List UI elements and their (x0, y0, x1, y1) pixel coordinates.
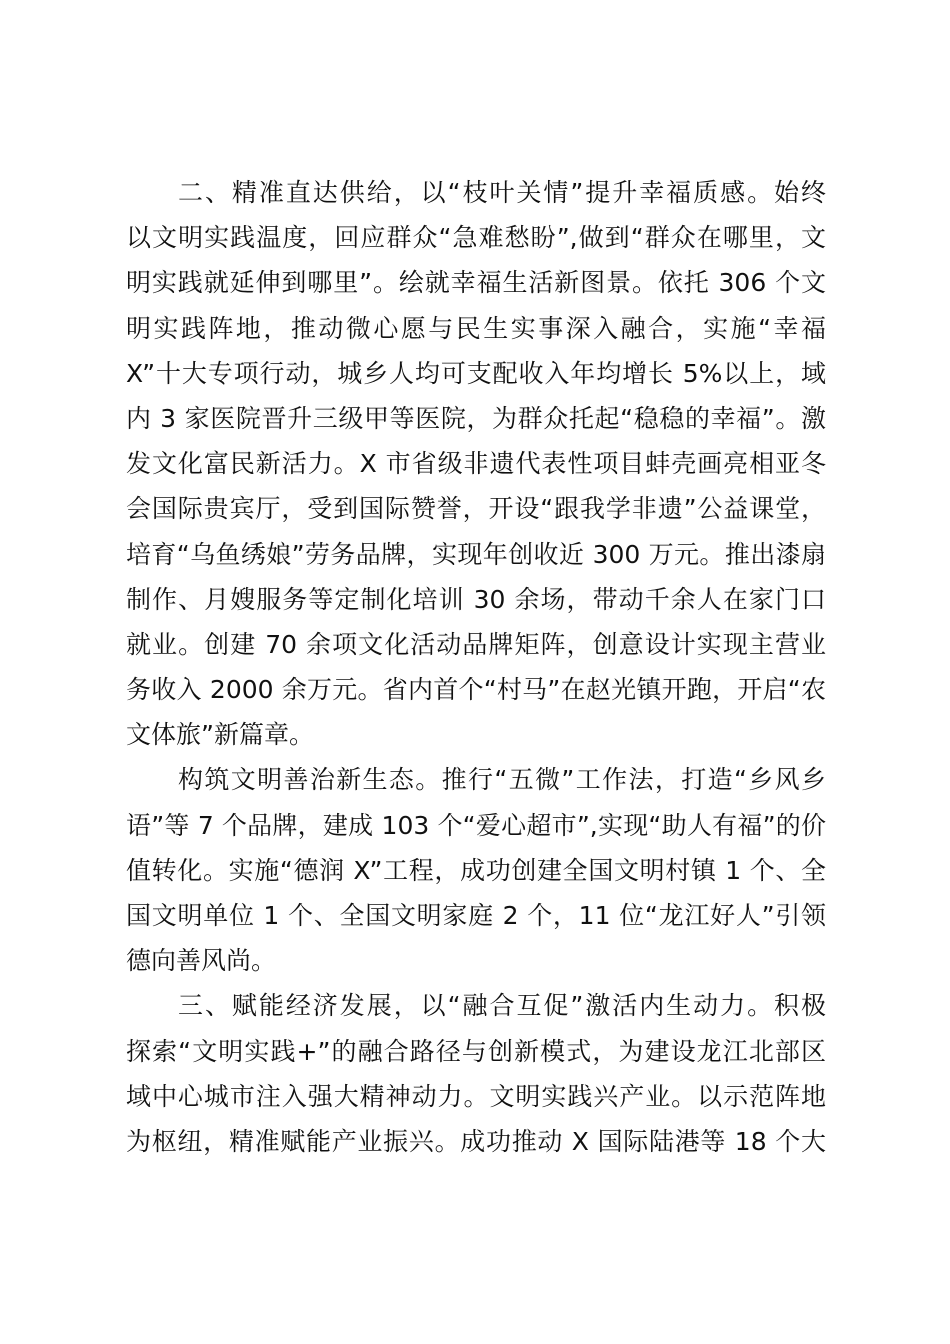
text-line: 以文明实践温度，回应群众“急难愁盼”,做到“群众在哪里，文 (126, 223, 826, 253)
text-line: 国文明单位 1 个、全国文明家庭 2 个，11 位“龙江好人”引领 (126, 901, 826, 930)
text-line: 发文化富民新活力。X 市省级非遗代表性项目蚌壳画亮相亚冬 (126, 449, 826, 479)
text-line: 明实践就延伸到哪里”。绘就幸福生活新图景。依托 306 个文 (126, 268, 826, 298)
text-line: 域中心城市注入强大精神动力。文明实践兴产业。以示范阵地 (126, 1081, 826, 1111)
text-line: 务收入 2000 余万元。省内首个“村马”在赵光镇开跑，开启“农 (126, 675, 826, 705)
text-line: 三、赋能经济发展，以“融合互促”激活内生动力。积极 (178, 991, 826, 1021)
text-line: X”十大专项行动，城乡人均可支配收入年均增长 5%以上，域 (126, 358, 826, 388)
text-line: 为枢纽，精准赋能产业振兴。成功推动 X 国际陆港等 18 个大 (126, 1126, 826, 1156)
text-line: 明实践阵地，推动微心愿与民生实事深入融合，实施“幸福 (126, 313, 826, 343)
text-line: 探索“文明实践+”的融合路径与创新模式，为建设龙江北部区 (126, 1036, 826, 1066)
text-line: 德向善风尚。 (126, 946, 277, 976)
text-line: 内 3 家医院晋升三级甲等医院，为群众托起“稳稳的幸福”。激 (126, 403, 826, 433)
text-line: 值转化。实施“德润 X”工程，成功创建全国文明村镇 1 个、全 (126, 855, 826, 885)
text-line: 二、精准直达供给，以“枝叶关情”提升幸福质感。始终 (178, 178, 826, 207)
text-line: 构筑文明善治新生态。推行“五微”工作法，打造“乡风乡 (178, 765, 826, 795)
text-line: 培育“乌鱼绣娘”劳务品牌，实现年创收近 300 万元。推出漆扇 (126, 539, 826, 569)
text-line: 制作、月嫂服务等定制化培训 30 余场，带动千余人在家门口 (126, 584, 826, 614)
text-line: 语”等 7 个品牌，建成 103 个“爱心超市”,实现“助人有福”的价 (126, 810, 826, 840)
body-text (126, 170, 826, 1164)
text-line: 就业。创建 70 余项文化活动品牌矩阵，创意设计实现主营业 (126, 629, 826, 659)
text-line: 文体旅”新篇章。 (126, 720, 314, 750)
text-line: 会国际贵宾厅，受到国际赞誉，开设“跟我学非遗”公益课堂， (126, 494, 826, 524)
